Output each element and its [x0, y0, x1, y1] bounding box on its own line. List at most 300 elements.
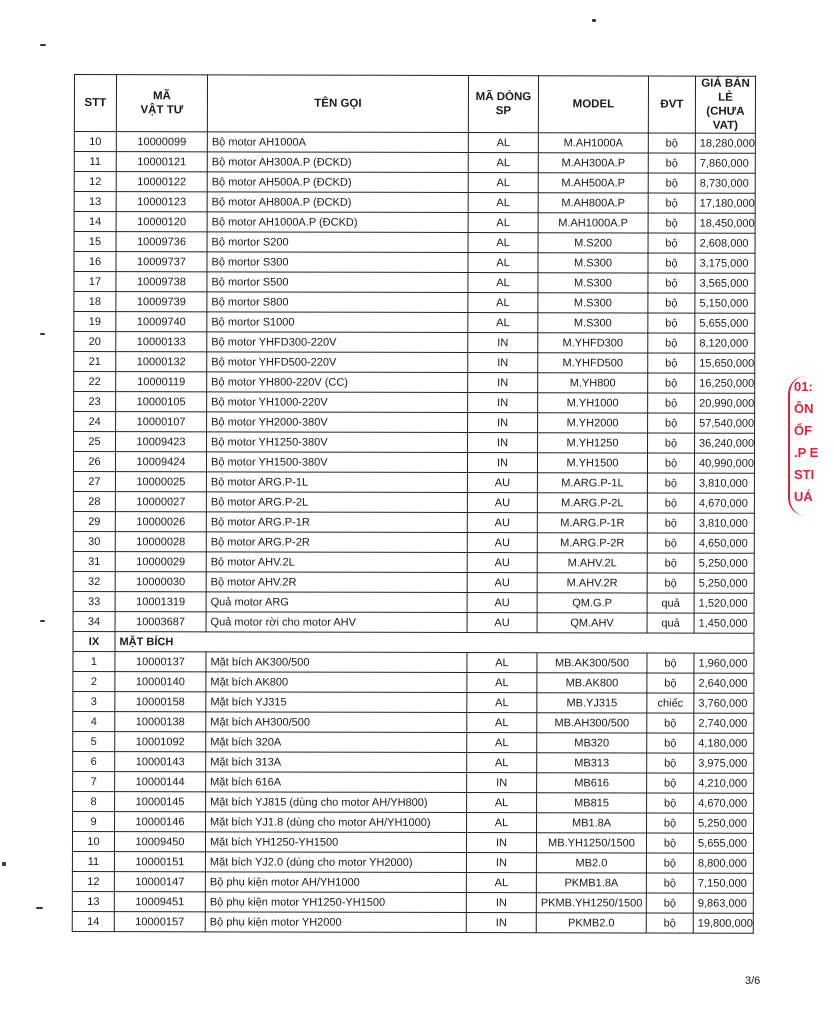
cell-unit: bộ [648, 413, 695, 433]
cell-model: M.ARG.P-1R [537, 513, 647, 533]
cell-unit: bộ [647, 473, 694, 493]
cell-name: Bộ motor YH1000-220V [207, 392, 468, 413]
cell-unit: bộ [647, 453, 694, 473]
cell-unit: bộ [646, 853, 693, 873]
header-row [74, 75, 755, 134]
cell-product-line: IN [466, 893, 536, 913]
cell-unit: bộ [647, 813, 694, 833]
cell-unit: bộ [648, 133, 695, 153]
table-row [74, 132, 755, 154]
stamp-text: ỔF [794, 423, 813, 438]
cell-code: 10003687 [115, 612, 206, 632]
cell-model: M.S300 [538, 293, 648, 313]
cell-stt: 21 [74, 352, 116, 372]
cell-stt: 27 [73, 471, 115, 491]
cell-product-line: AU [467, 613, 537, 633]
cell-model: MB313 [537, 753, 647, 773]
price-list-sheet [74, 74, 756, 932]
cell-price: 2,740,000 [694, 713, 754, 733]
cell-stt: 25 [74, 432, 116, 452]
cell-product-line: IN [466, 853, 536, 873]
table-row [73, 811, 754, 833]
cell-code: 10000157 [114, 912, 205, 932]
cell-stt: 20 [74, 332, 116, 352]
cell-code: 10000029 [115, 552, 206, 572]
cell-price: 18,450,000 [695, 213, 755, 233]
cell-model: MB.YH1250/1500 [536, 833, 646, 853]
cell-model: M.S200 [538, 233, 648, 253]
table-row [74, 192, 755, 214]
cell-code: 10001319 [115, 592, 206, 612]
cell-unit: bộ [648, 253, 695, 273]
cell-name: Mặt bích YJ1.8 (dùng cho motor AH/YH1000) [206, 812, 467, 833]
cell-unit: bộ [647, 513, 694, 533]
cell-code: 10000146 [115, 812, 206, 832]
cell-product-line: AL [467, 733, 537, 753]
header-name: TÊN GỌI [207, 75, 468, 133]
cell-name: Bộ motor YH1250-380V [207, 432, 468, 453]
section-number: IX [73, 631, 115, 651]
cell-model: MB1.8A [537, 813, 647, 833]
scan-speck [40, 620, 45, 622]
table-row [74, 412, 755, 434]
cell-code: 10000133 [116, 332, 207, 352]
cell-unit: bộ [648, 313, 695, 333]
cell-stt: 28 [73, 491, 115, 511]
table-row [72, 851, 753, 873]
cell-product-line: IN [467, 773, 537, 793]
cell-code: 10000028 [115, 532, 206, 552]
cell-model: M.ARG.P-2R [537, 533, 647, 553]
cell-code: 10000144 [115, 772, 206, 792]
cell-product-line: IN [468, 373, 538, 393]
cell-unit: bộ [647, 753, 694, 773]
cell-unit: bộ [648, 153, 695, 173]
cell-price: 3,760,000 [694, 693, 754, 713]
cell-model: M.AHV.2L [537, 553, 647, 573]
cell-code: 10000105 [116, 392, 207, 412]
cell-code: 10009738 [116, 272, 207, 292]
cell-product-line: AU [467, 593, 537, 613]
cell-price: 19,800,000 [693, 913, 753, 933]
scan-speck [36, 907, 43, 909]
cell-unit: bộ [648, 433, 695, 453]
cell-unit: bộ [648, 353, 695, 373]
cell-code: 10000026 [115, 512, 206, 532]
table-row [74, 172, 755, 194]
cell-product-line: AL [468, 273, 538, 293]
cell-name: Bộ motor ARG.P-2R [206, 532, 467, 553]
scan-speck [592, 19, 596, 22]
cell-product-line: IN [468, 393, 538, 413]
cell-name: Bộ mortor S200 [207, 232, 468, 253]
cell-stt: 12 [74, 172, 116, 192]
cell-price: 1,520,000 [694, 593, 754, 613]
table-row [74, 352, 755, 374]
cell-price: 2,640,000 [694, 673, 754, 693]
cell-price: 3,810,000 [694, 473, 754, 493]
table-row [73, 571, 754, 593]
cell-model: M.YHFD500 [538, 353, 648, 373]
cell-stt: 12 [72, 871, 114, 891]
cell-model: MB.AK300/500 [537, 653, 647, 673]
cell-product-line: AL [468, 213, 538, 233]
cell-model: M.AH500A.P [538, 173, 648, 193]
cell-model: M.YH1500 [537, 453, 647, 473]
header-code: MÃ VẬT TƯ [116, 75, 207, 132]
cell-price: 5,150,000 [695, 293, 755, 313]
cell-code: 10000147 [114, 872, 205, 892]
cell-unit: bộ [647, 773, 694, 793]
cell-price: 5,655,000 [695, 313, 755, 333]
cell-stt: 2 [73, 671, 115, 691]
cell-code: 10009450 [114, 832, 205, 852]
cell-code: 10000123 [116, 192, 207, 212]
table-row [74, 292, 755, 314]
stamp-text: .P E [794, 445, 819, 460]
cell-unit: bộ [648, 193, 695, 213]
cell-stt: 8 [73, 791, 115, 811]
cell-price: 4,670,000 [694, 793, 754, 813]
cell-model: MB2.0 [536, 853, 646, 873]
cell-product-line: AL [468, 193, 538, 213]
cell-price: 20,990,000 [695, 393, 755, 413]
cell-price: 5,250,000 [694, 573, 754, 593]
cell-model: PKMB2.0 [536, 913, 646, 933]
cell-name: Bộ motor AH500A.P (ĐCKD) [207, 172, 468, 193]
cell-unit: chiếc [647, 693, 694, 713]
cell-model: PKMB.YH1250/1500 [536, 893, 646, 913]
cell-name: Bộ motor YH1500-380V [206, 452, 467, 473]
cell-code: 10000151 [114, 852, 205, 872]
table-row [73, 791, 754, 813]
cell-model: PKMB1.8A [536, 873, 646, 893]
cell-stt: 16 [74, 252, 116, 272]
table-row [72, 911, 753, 933]
cell-product-line: IN [468, 413, 538, 433]
cell-name: Bộ motor AH800A.P (ĐCKD) [207, 192, 468, 213]
table-row [73, 751, 754, 773]
table-row [74, 312, 755, 334]
cell-code: 10000158 [115, 692, 206, 712]
cell-price: 3,565,000 [695, 273, 755, 293]
cell-price: 7,150,000 [693, 873, 753, 893]
cell-code: 10001092 [115, 732, 206, 752]
table-row [73, 691, 754, 713]
cell-model: MB.AH300/500 [537, 713, 647, 733]
cell-code: 10000145 [115, 792, 206, 812]
cell-model: M.YHFD300 [538, 333, 648, 353]
cell-product-line: AL [467, 813, 537, 833]
cell-product-line: AU [467, 553, 537, 573]
cell-name: Bộ motor AHV.2L [206, 552, 467, 573]
cell-stt: 24 [74, 412, 116, 432]
cell-product-line: AL [468, 313, 538, 333]
cell-stt: 4 [73, 711, 115, 731]
cell-product-line: AL [467, 693, 537, 713]
cell-stt: 13 [72, 891, 114, 911]
stamp-text: 01: [794, 379, 813, 394]
cell-stt: 3 [73, 691, 115, 711]
cell-price: 4,670,000 [694, 493, 754, 513]
cell-unit: bộ [648, 213, 695, 233]
table-row [72, 871, 753, 893]
cell-code: 10000027 [115, 492, 206, 512]
table-body [72, 132, 755, 934]
cell-stt: 18 [74, 292, 116, 312]
cell-price: 15,650,000 [695, 353, 755, 373]
stamp-text: ÔN [794, 401, 814, 416]
cell-model: MB616 [537, 773, 647, 793]
cell-unit: bộ [648, 293, 695, 313]
table-row [73, 452, 754, 474]
cell-code: 10000132 [116, 352, 207, 372]
cell-model: M.YH1000 [538, 393, 648, 413]
cell-price: 40,990,000 [694, 453, 754, 473]
section-row [73, 631, 754, 653]
cell-model: M.S300 [538, 253, 648, 273]
cell-model: M.ARG.P-1L [537, 473, 647, 493]
cell-stt: 23 [74, 392, 116, 412]
cell-code: 10000099 [116, 132, 207, 152]
cell-model: QM.G.P [537, 593, 647, 613]
cell-name: Mặt bích AK300/500 [206, 652, 467, 673]
cell-stt: 31 [73, 551, 115, 571]
table-row [74, 272, 755, 294]
cell-model: M.AH1000A.P [538, 213, 648, 233]
cell-unit: bộ [648, 173, 695, 193]
cell-stt: 1 [73, 651, 115, 671]
cell-price: 18,280,000 [695, 133, 755, 153]
cell-unit: bộ [647, 673, 694, 693]
cell-code: 10000119 [116, 372, 207, 392]
cell-name: Quả motor ARG [206, 592, 467, 613]
cell-product-line: IN [466, 913, 536, 933]
table-header [74, 75, 755, 134]
cell-code: 10000107 [116, 412, 207, 432]
table-row [73, 491, 754, 513]
table-row [73, 711, 754, 733]
cell-unit: bộ [647, 553, 694, 573]
table-row [72, 831, 753, 853]
cell-name: Mặt bích 616A [206, 772, 467, 793]
cell-stt: 26 [73, 452, 115, 472]
table-row [73, 511, 754, 533]
cell-code: 10009424 [115, 452, 206, 472]
cell-unit: bộ [647, 533, 694, 553]
cell-stt: 33 [73, 591, 115, 611]
cell-price: 1,450,000 [694, 613, 754, 633]
cell-code: 10009423 [116, 432, 207, 452]
cell-price: 7,860,000 [695, 153, 755, 173]
cell-unit: bộ [646, 893, 693, 913]
cell-stt: 10 [72, 831, 114, 851]
cell-name: Mặt bích 320A [206, 732, 467, 753]
table-row [72, 891, 753, 913]
cell-stt: 7 [73, 771, 115, 791]
cell-name: Bộ mortor S300 [207, 252, 468, 273]
cell-unit: bộ [648, 233, 695, 253]
cell-price: 3,975,000 [694, 753, 754, 773]
stamp-text: UÁ [794, 489, 813, 504]
table-row [73, 731, 754, 753]
cell-name: Bộ motor ARG.P-1L [206, 472, 467, 493]
cell-stt: 29 [73, 511, 115, 531]
cell-price: 4,650,000 [694, 533, 754, 553]
table-row [73, 611, 754, 633]
cell-name: Bộ motor YH800-220V (CC) [207, 372, 468, 393]
table-row [73, 671, 754, 693]
cell-name: Bộ motor ARG.P-1R [206, 512, 467, 533]
cell-name: Bộ motor AH1000A [207, 132, 468, 153]
scan-speck [40, 44, 46, 46]
cell-stt: 9 [73, 811, 115, 831]
cell-unit: quả [647, 613, 694, 633]
cell-price: 8,800,000 [693, 853, 753, 873]
header-stt: STT [74, 75, 116, 132]
cell-stt: 17 [74, 272, 116, 292]
price-table [72, 74, 756, 934]
table-row [74, 232, 755, 254]
cell-name: Bộ motor ARG.P-2L [206, 492, 467, 513]
cell-code: 10009740 [116, 312, 207, 332]
cell-code: 10000122 [116, 172, 207, 192]
cell-model: M.ARG.P-2L [537, 493, 647, 513]
cell-product-line: IN [467, 453, 537, 473]
section-title: MẶT BÍCH [115, 632, 754, 654]
scan-speck [40, 333, 45, 335]
cell-stt: 14 [72, 911, 114, 931]
cell-model: MB.AK800 [537, 673, 647, 693]
stamp-text: STI [794, 467, 815, 482]
cell-name: Bộ phụ kiện motor AH/YH1000 [205, 872, 466, 893]
cell-unit: bộ [646, 913, 693, 933]
cell-price: 16,250,000 [695, 373, 755, 393]
cell-model: M.AH300A.P [538, 153, 648, 173]
table-row [73, 551, 754, 573]
cell-product-line: AL [468, 293, 538, 313]
cell-price: 4,180,000 [694, 733, 754, 753]
cell-product-line: AL [467, 793, 537, 813]
cell-product-line: AL [467, 753, 537, 773]
cell-unit: bộ [648, 273, 695, 293]
scan-speck [2, 862, 6, 866]
cell-product-line: AL [468, 253, 538, 273]
cell-price: 3,175,000 [695, 253, 755, 273]
table-row [73, 471, 754, 493]
cell-unit: bộ [648, 393, 695, 413]
cell-name: Bộ motor AH1000A.P (ĐCKD) [207, 212, 468, 233]
cell-product-line: AL [468, 233, 538, 253]
cell-name: Mặt bích 313A [206, 752, 467, 773]
cell-model: MB.YJ315 [537, 693, 647, 713]
cell-model: MB815 [537, 793, 647, 813]
cell-name: Mặt bích YH1250-YH1500 [205, 832, 466, 853]
table-row [74, 332, 755, 354]
red-stamp [788, 376, 834, 516]
cell-product-line: AL [468, 133, 538, 153]
cell-model: M.YH2000 [538, 413, 648, 433]
cell-name: Bộ motor AHV.2R [206, 572, 467, 593]
cell-product-line: AL [467, 673, 537, 693]
cell-unit: bộ [647, 733, 694, 753]
cell-model: MB320 [537, 733, 647, 753]
cell-product-line: AL [467, 713, 537, 733]
cell-model: M.S300 [538, 313, 648, 333]
cell-code: 10000030 [115, 572, 206, 592]
cell-stt: 19 [74, 312, 116, 332]
cell-name: Bộ phụ kiện motor YH1250-YH1500 [205, 892, 466, 913]
cell-stt: 13 [74, 192, 116, 212]
cell-unit: bộ [647, 713, 694, 733]
cell-model: M.S300 [538, 273, 648, 293]
cell-model: M.YH800 [538, 373, 648, 393]
cell-unit: bộ [646, 873, 693, 893]
cell-model: M.AH800A.P [538, 193, 648, 213]
table-row [74, 372, 755, 394]
cell-stt: 6 [73, 751, 115, 771]
cell-stt: 5 [73, 731, 115, 751]
cell-price: 4,210,000 [694, 773, 754, 793]
cell-product-line: AL [467, 653, 537, 673]
cell-code: 10009736 [116, 232, 207, 252]
table-row [73, 531, 754, 553]
cell-product-line: AL [466, 873, 536, 893]
cell-price: 8,730,000 [695, 173, 755, 193]
cell-name: Mặt bích AH300/500 [206, 712, 467, 733]
cell-price: 8,120,000 [695, 333, 755, 353]
page-number: 3/6 [745, 975, 761, 987]
cell-stt: 32 [73, 571, 115, 591]
cell-name: Mặt bích YJ2.0 (dùng cho motor YH2000) [205, 852, 466, 873]
cell-unit: bộ [647, 573, 694, 593]
table-row [73, 771, 754, 793]
cell-product-line: AU [467, 493, 537, 513]
table-row [74, 432, 755, 454]
cell-name: Mặt bích YJ815 (dùng cho motor AH/YH800) [206, 792, 467, 813]
cell-code: 10000137 [115, 652, 206, 672]
table-row [74, 212, 755, 234]
header-price: GIÁ BÁN LẺ (CHƯA VAT) [695, 76, 755, 133]
header-model: MODEL [538, 76, 648, 133]
cell-product-line: IN [468, 433, 538, 453]
cell-name: Bộ phụ kiện motor YH2000 [205, 912, 466, 933]
cell-unit: bộ [647, 493, 694, 513]
cell-name: Bộ mortor S1000 [207, 312, 468, 333]
cell-name: Quả motor rời cho motor AHV [206, 612, 467, 633]
cell-stt: 15 [74, 232, 116, 252]
table-row [74, 252, 755, 274]
cell-price: 5,655,000 [693, 833, 753, 853]
cell-stt: 22 [74, 372, 116, 392]
cell-code: 10000140 [115, 672, 206, 692]
cell-price: 17,180,000 [695, 193, 755, 213]
cell-price: 57,540,000 [695, 413, 755, 433]
cell-product-line: AL [468, 173, 538, 193]
cell-product-line: IN [468, 333, 538, 353]
cell-name: Mặt bích AK800 [206, 672, 467, 693]
cell-stt: 14 [74, 212, 116, 232]
cell-stt: 34 [73, 611, 115, 631]
cell-price: 2,608,000 [695, 233, 755, 253]
cell-price: 9,863,000 [693, 893, 753, 913]
cell-price: 5,250,000 [694, 553, 754, 573]
cell-model: M.YH1250 [538, 433, 648, 453]
cell-product-line: IN [466, 833, 536, 853]
cell-code: 10009737 [116, 252, 207, 272]
cell-model: M.AHV.2R [537, 573, 647, 593]
table-row [73, 591, 754, 613]
